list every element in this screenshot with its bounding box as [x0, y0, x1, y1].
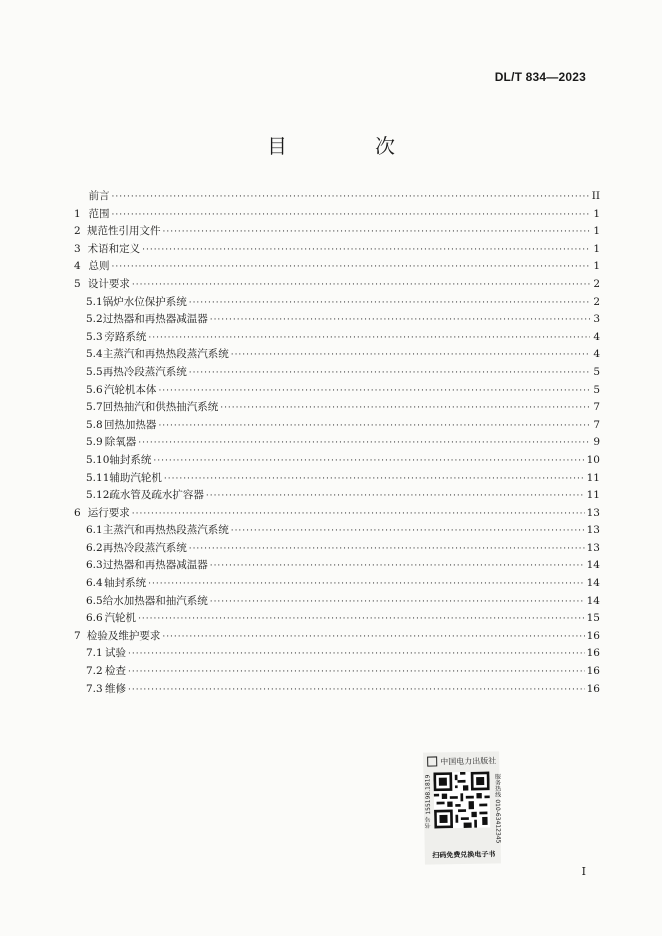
toc-entry-label: 过热器和再热器减温器 [102, 313, 208, 326]
toc-leader-dots [138, 614, 585, 624]
toc-entry-page: 5 [593, 383, 600, 396]
toc-leader-dots [189, 544, 585, 554]
toc-entry-page: 2 [593, 295, 600, 308]
toc-entry[interactable] [74, 223, 600, 241]
toc-entry-number: 5 [74, 277, 81, 290]
toc-entry-page: 16 [586, 682, 600, 695]
toc-entry-page: 14 [586, 577, 600, 590]
qr-sticker-side-left: 书号 155198.1819 [424, 774, 433, 829]
toc-entry-label: 运行要求 [87, 506, 130, 519]
toc-entry-page: 5 [593, 365, 600, 378]
publisher-logo-icon [427, 756, 437, 766]
toc-entry-label: 锅炉水位保护系统 [102, 295, 187, 308]
toc-entry-number: 6.4 [86, 577, 103, 590]
toc-entry-page: 13 [586, 524, 600, 537]
toc-entry-number: 7.2 [86, 665, 103, 678]
toc-entry-label: 轴封系统 [109, 453, 152, 466]
toc-entry[interactable] [74, 628, 600, 646]
toc-entry-page: 3 [593, 313, 600, 326]
toc-entry-number: 7 [74, 629, 81, 642]
toc-entry[interactable] [74, 593, 600, 611]
toc-entry[interactable] [74, 575, 600, 593]
qr-sticker-header [427, 753, 497, 768]
toc-entry-number: 6.2 [86, 541, 103, 554]
toc-leader-dots [231, 350, 590, 360]
qr-code-icon[interactable] [433, 772, 490, 829]
toc-entry-page: 9 [593, 436, 600, 449]
toc-entry[interactable] [74, 434, 600, 452]
toc-leader-dots [153, 456, 584, 466]
toc-entry-page: 1 [593, 242, 600, 255]
toc-entry-number: 6.1 [86, 524, 103, 537]
toc-entry[interactable] [74, 294, 600, 312]
table-of-contents [74, 188, 600, 698]
qr-sticker-footer: 扫码免费兑换电子书 [432, 850, 496, 860]
toc-entry-label: 主蒸汽和再热热段蒸汽系统 [102, 524, 229, 537]
toc-entry-number: 5.10 [86, 453, 110, 466]
toc-entry[interactable] [74, 557, 600, 575]
toc-entry-label: 再热冷段蒸汽系统 [102, 541, 187, 554]
toc-leader-dots [128, 685, 585, 695]
toc-entry-number: 5.2 [86, 313, 103, 326]
toc-entry-page: 16 [586, 665, 600, 678]
toc-entry-label: 术语和定义 [87, 242, 141, 255]
toc-entry-number: 4 [74, 260, 81, 273]
toc-entry-page: 16 [586, 629, 600, 642]
toc-leader-dots [128, 649, 585, 659]
toc-entry[interactable] [74, 311, 600, 329]
toc-leader-dots [112, 262, 590, 272]
toc-entry[interactable] [74, 382, 600, 400]
toc-entry[interactable] [74, 681, 600, 699]
toc-entry-page: 4 [593, 330, 600, 343]
toc-entry-label: 汽轮机本体 [103, 383, 157, 396]
toc-entry-label: 给水加热器和抽汽系统 [102, 594, 208, 607]
toc-entry-page: 16 [586, 647, 600, 660]
toc-leader-dots [162, 227, 590, 237]
toc-entry[interactable] [74, 540, 600, 558]
toc-entry[interactable] [74, 452, 600, 470]
toc-entry-label: 前言 [88, 190, 110, 202]
toc-entry-number: 3 [74, 242, 81, 255]
toc-entry-label: 除氧器 [104, 436, 137, 449]
toc-entry-page: 1 [593, 207, 600, 220]
toc-entry-number: 5.5 [86, 365, 103, 378]
toc-leader-dots [142, 245, 590, 255]
toc-leader-dots [112, 210, 590, 220]
toc-entry[interactable] [74, 346, 600, 364]
toc-leader-dots [148, 579, 584, 589]
toc-entry[interactable] [74, 206, 600, 224]
toc-entry-label: 旁路系统 [104, 330, 147, 343]
toc-leader-dots [164, 474, 585, 484]
toc-entry[interactable] [74, 610, 600, 628]
toc-leader-dots [220, 403, 590, 413]
toc-leader-dots [162, 632, 584, 642]
toc-entry-page: 11 [586, 471, 600, 484]
toc-entry-label: 总则 [88, 260, 110, 273]
toc-entry-number: 1 [74, 207, 81, 220]
toc-entry[interactable] [74, 522, 600, 540]
standard-code: DL/T 834—2023 [494, 70, 586, 84]
toc-entry[interactable] [74, 188, 600, 206]
toc-leader-dots [206, 491, 585, 501]
toc-entry-label: 试验 [104, 647, 126, 660]
toc-entry[interactable] [74, 417, 600, 435]
toc-entry-label: 规范性引用文件 [86, 225, 161, 238]
toc-entry-page: 13 [586, 541, 600, 554]
toc-entry-label: 回热抽汽和供热抽汽系统 [102, 401, 219, 414]
toc-entry-label: 检查 [104, 665, 126, 678]
toc-entry[interactable] [74, 645, 600, 663]
toc-entry-page: 13 [586, 506, 600, 519]
toc-leader-dots [138, 438, 590, 448]
toc-entry-number: 5.8 [86, 418, 103, 431]
toc-entry-page: 14 [586, 594, 600, 607]
toc-entry-page: 7 [593, 401, 600, 414]
toc-entry-number: 6.3 [86, 559, 103, 572]
toc-entry-label: 设计要求 [87, 277, 130, 290]
toc-entry-page: 2 [593, 277, 600, 290]
toc-entry[interactable] [74, 258, 600, 276]
toc-leader-dots [189, 368, 590, 378]
toc-leader-dots [158, 386, 590, 396]
publisher-name: 中国电力出版社 [440, 755, 497, 766]
toc-entry-page: 1 [593, 225, 600, 238]
toc-leader-dots [231, 526, 585, 536]
toc-entry-label: 维修 [104, 682, 126, 695]
toc-entry-number: 5.9 [86, 436, 103, 449]
toc-leader-dots [189, 298, 590, 308]
toc-entry-page: 15 [586, 612, 600, 625]
toc-entry-label: 再热冷段蒸汽系统 [102, 365, 187, 378]
toc-entry-page: 1 [593, 260, 600, 273]
qr-sticker-side-right: 服务热线 010-63412345 [493, 773, 502, 844]
toc-entry[interactable] [74, 470, 600, 488]
toc-leader-dots [112, 192, 590, 202]
toc-entry[interactable] [74, 505, 600, 523]
toc-entry-label: 辅助汽轮机 [109, 471, 162, 484]
toc-entry-number: 7.3 [86, 682, 103, 695]
toc-entry-page: 11 [586, 489, 600, 502]
toc-entry[interactable] [74, 487, 600, 505]
toc-entry-number: 5.12 [86, 489, 110, 502]
toc-entry-number: 5.1 [86, 295, 103, 308]
toc-entry[interactable] [74, 364, 600, 382]
toc-leader-dots [210, 315, 590, 325]
toc-leader-dots [158, 421, 590, 431]
toc-entry-label: 汽轮机 [104, 612, 137, 625]
toc-entry-label: 疏水管及疏水扩容器 [109, 489, 204, 502]
toc-leader-dots [210, 597, 585, 607]
toc-leader-dots [148, 333, 590, 343]
toc-entry-label: 轴封系统 [104, 577, 147, 590]
toc-leader-dots [132, 509, 585, 519]
toc-entry[interactable] [74, 399, 600, 417]
toc-entry-page: 4 [593, 348, 600, 361]
toc-entry-number: 5.6 [86, 383, 103, 396]
toc-entry-number: 5.7 [86, 401, 103, 414]
toc-entry[interactable] [74, 276, 600, 294]
toc-entry-number: 2 [74, 225, 81, 238]
toc-entry[interactable] [74, 663, 600, 681]
toc-entry-number: 5.4 [86, 348, 103, 361]
toc-entry-label: 主蒸汽和再热热段蒸汽系统 [102, 348, 229, 361]
toc-leader-dots [132, 280, 590, 290]
toc-entry-page: 7 [593, 418, 600, 431]
toc-entry-number: 5.11 [86, 471, 110, 484]
page-number: I [581, 865, 586, 878]
toc-entry-page: II [591, 190, 600, 202]
toc-entry-label: 范围 [88, 207, 110, 220]
toc-entry-number: 6.5 [86, 594, 103, 607]
toc-entry-number: 6 [74, 506, 81, 519]
toc-entry-number: 7.1 [86, 647, 103, 660]
toc-entry-label: 检验及维护要求 [86, 629, 161, 642]
toc-entry-number: 5.3 [86, 330, 103, 343]
toc-entry-number: 6.6 [86, 612, 103, 625]
toc-entry-page: 14 [586, 559, 600, 572]
toc-leader-dots [210, 561, 585, 571]
page-title: 目 次 [267, 134, 429, 158]
toc-entry[interactable] [74, 241, 600, 259]
toc-entry-label: 回热加热器 [103, 418, 157, 431]
toc-entry[interactable] [74, 329, 600, 347]
toc-entry-label: 过热器和再热器减温器 [102, 559, 208, 572]
toc-leader-dots [128, 667, 585, 677]
qr-sticker [423, 751, 501, 864]
toc-entry-page: 10 [586, 453, 600, 466]
